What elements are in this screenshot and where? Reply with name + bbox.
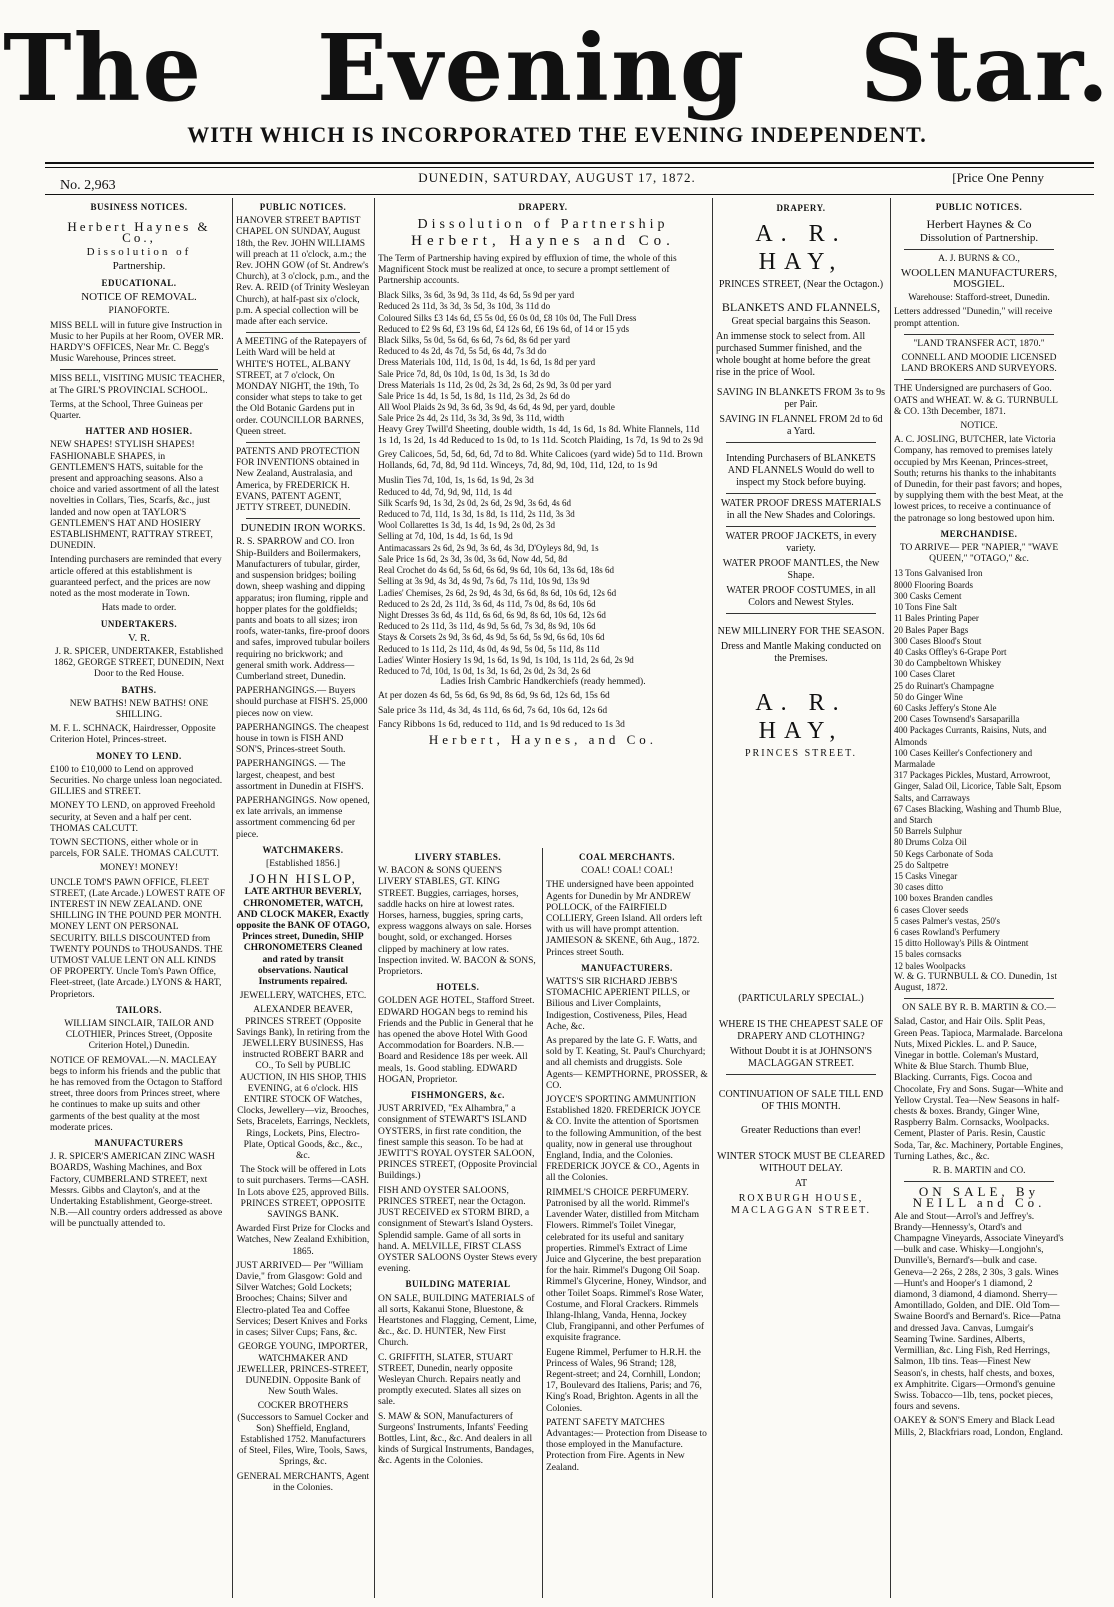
- section-heading: BUSINESS NOTICES.: [90, 202, 188, 212]
- price-row: 13 Tons Galvanised Iron: [894, 568, 983, 579]
- divider: [726, 526, 876, 527]
- ad-text: Ale and Stout—Arrol's and Jeffrey's. Brandy—Hennessy's, Otard's and Champagne Vineyards, Associate Vineyard's—bulk and case. Whisky—Longjohn's, Dunville's, Bernard's—bulk and case. Geneva—2 26s, 2 28s, 2 30s, 3 gals. Wines—Hunt's and Hooper's 1 diamond, 2 diamond, 3 diamond, 4 diamond. Sherry—Amontillado, Golden, and DIE. Old Tom—Swaine Boord's and Bernard's. Rice—Patna and dressed Java. Canvas, Lumgair's Seaming Twine. Sardines, Alberts, Vermillian, &c. Ling Fish, Red Herrings, Salmon, 1lb tins. Teas—Finest New Season's, in chests, half chests, and boxes, ex Amphitrite. Cigars—Ormond's genuine Swiss. Tobacco—1lb, tens, pocket pieces, fours and sevens.: [894, 1211, 1064, 1413]
- price-row: Sale Price 7d, 8d, 0s 10d, 1s 0d, 1s 3d, 1s 3d do: [378, 368, 550, 379]
- partnership-text: Partnership.: [112, 259, 166, 272]
- column-rule: [374, 198, 375, 1598]
- section-heading: MANUFACTURERS: [94, 1138, 184, 1149]
- ad-text: PATENTS AND PROTECTION FOR INVENTIONS obtained in New Zealand, Australasia, and America, by FREDERICK H. EVANS, PATENT AGENT, JETTY STREET, DUNEDIN.: [236, 447, 360, 514]
- ad-text: Ladies Irish Cambric Handkerchiefs (ready hemmed).: [440, 677, 646, 688]
- column-public-notices-merchandise: [894, 198, 1064, 1598]
- ad-text: OAKEY & SON'S Emery and Black Lead Mills, 2, Blackfriars road, London, England.: [894, 1416, 1063, 1438]
- ad-text: Eugene Rimmel, Perfumer to H.R.H. the Princess of Wales, 96 Strand; 128, Regent-street; and 24, Cornhill, London; 17, Boulevard des Italiens, Paris; and 76, King's Road, Brighton. Agents in all the Colonies.: [546, 1347, 702, 1414]
- ad-text: GEORGE YOUNG, IMPORTER, WATCHMAKER AND JEWELLER, PRINCES-STREET, DUNEDIN. Opposite Bank of New South Wales.: [237, 1342, 369, 1398]
- ad-text: TOWN SECTIONS, either whole or in parcels, FOR SALE. THOMAS CALCUTT.: [50, 837, 219, 860]
- divider: [246, 442, 360, 443]
- ad-text: RIMMEL'S CHOICE PERFUMERY. Patronised by all the world. Rimmel's Lavender Water, distilled from Mitcham Flowers. Rimmel's Toilet Vinegar, celebrated for its useful and sanitary properties. Rimmel's Extract of Lime Juice and Glycerine, the best preparation for the hair. Rimmel's Dugong Oil Soap. Rimmel's Glycerine, Honey, Windsor, and other Toilet Soaps. Rimmel's Rose Water, Costume, and Floral Crackers. Rimmels Ihlang-Ihlang, Vanda, Henna, Jockey Club, Frangipanni, and other Perfumes of exquisite fragrance.: [546, 1187, 707, 1344]
- ad-text: Heavy Grey Twill'd Sheeting, double width, 1s 4d, 1s 6d, 1s 8d. White Flannels, 11d 1s 1d, 1s 2d, 1s 4d Reduced to 1s 0d, to 1s 11d. Scotch Plaiding, 1s 7d, 1s 9d to 2s 9d: [378, 424, 704, 446]
- section-heading: MONEY TO LEND.: [96, 750, 182, 761]
- ad-text: JUST ARRIVED— Per "William Davie," from Glasgow: Gold and Silver Watches; Gold Lockets; Brooches; Chains; Silver and Electro-plated Tea and Coffee Services; Desert Knives and Forks in cases; Silver Cups; Fans, &c.: [236, 1260, 368, 1339]
- price-row: Reduced 2s 11d, 3s 3d, 3s 5d, 3s 10d, 3s 11d do: [378, 301, 551, 312]
- ad-text: PAPERHANGINGS. Now opened, ex late arrivals, an immense assortment commencing 6d per piece.: [236, 795, 370, 840]
- ad-text: GENERAL MERCHANTS, Agent in the Colonies.: [236, 1471, 370, 1493]
- ad-text: R. S. SPARROW and CO. Iron Ship-Builders and Boilermakers, Manufacturers of tubular, girder, and suspension bridges; boiling down, sheep washing and dipping apparatus; iron fluming, ripple and hopper plates for the goldfields; pants and boats to all sizes; iron roofs, water-tanks, fire-proof doors and safes, improved tubular boilers requiring no brickwork; and general smith work. Address—Cumberland street, Dunedin.: [236, 537, 370, 682]
- ad-text: Letters addressed "Dunedin," will receive prompt attention.: [894, 307, 1053, 329]
- ad-text: HANOVER STREET BAPTIST CHAPEL ON SUNDAY, August 18th, the Rev. JOHN WILLIAMS will preach at 11 o'clock, a.m.; the Rev. JOHN GOW (of St. Andrew's Church), at 3 o'clock, p.m., and the Rev. A. REID (of Trinity Wesleyan Church), at half-past six o'clock, p.m. A special collection will be made after each service.: [236, 216, 370, 328]
- price-row: Reduced to 2s 11d, 3s 11d, 4s 9d, 5s 6d, 7s 3d, 8s 9d, 10s 6d: [378, 621, 596, 632]
- price-row: 6 cases Rowland's Perfumery: [894, 926, 1000, 937]
- ad-text: £100 to £10,000 to Lend on approved Securities. No charge unless loan negociated. GILLIES and STREET.: [50, 764, 223, 798]
- price-row: Sale Price 2s 4d, 2s 11d, 3s 3d, 3s 9d, 3s 11d, width: [378, 413, 565, 424]
- price-row: 5 cases Palmer's vestas, 250's: [894, 915, 1000, 926]
- ad-text: JUST ARRIVED, "Ex Alhambra," a consignment of STEWART'S ISLAND OYSTERS, in first rate condition, the finest sample this season. To be had at JEWITT'S ROYAL OYSTER SALOON, PRINCES STREET, (Opposite Provincial Buildings.): [378, 1104, 538, 1182]
- ad-text: ROXBURGH HOUSE, MACLAGGAN STREET.: [731, 1193, 871, 1216]
- price-row: Coloured Silks £3 14s 6d, £5 5s 0d, £6 0s 0d, £8 10s 0d, The Full Dress: [378, 312, 637, 323]
- section-heading: HATTER AND HOSIER.: [85, 426, 193, 437]
- ad-text: C. GRIFFITH, SLATER, STUART STREET, Dunedin, nearly opposite Wesleyan Church. Repairs neatly and promptly executed. Slates all sizes on sale.: [378, 1352, 521, 1408]
- column-drapery-sale: [378, 198, 708, 843]
- price-row: Ladies' Chemises, 2s 6d, 2s 9d, 4s 3d, 6s 6d, 8s 6d, 10s 6d, 12s 6d: [378, 587, 617, 598]
- ad-heading: JOHN HISLOP,: [249, 871, 357, 887]
- price-row: 25 do Ruinart's Champagne: [894, 680, 994, 691]
- ad-text: The Term of Partnership having expired by effluxion of time, the whole of this Magnificent Stock must be realized at once, to secure a prompt settlement of Partnership accounts.: [378, 253, 677, 287]
- ad-text: NEW MILLINERY FOR THE SEASON.: [717, 626, 885, 637]
- price-row: Black Silks, 3s 6d, 3s 9d, 3s 11d, 4s 6d, 5s 9d per yard: [378, 290, 575, 301]
- divider: [246, 518, 360, 519]
- price-row: 15 bales cornsacks: [894, 949, 962, 960]
- price-row: 80 Drums Colza Oil: [894, 837, 967, 848]
- ad-text: JOYCE'S SPORTING AMMUNITION Established 1820. FREDERICK JOYCE & CO. Invite the attention of Sportsmen to the following Ammunition, of the best quality, now in general use throughout England, India, and the Colonies. FREDERICK JOYCE & CO., Agents in all the Colonies.: [546, 1095, 702, 1184]
- price-row: Dress Materials 10d, 11d, 1s 0d, 1s 4d, 1s 6d, 1s 8d per yard: [378, 357, 596, 368]
- section-heading: WATCHMAKERS.: [262, 844, 344, 855]
- column-coal-manufacturers: [546, 848, 708, 1598]
- ad-text: A MEETING of the Ratepayers of Leith Ward will be held at WHITE'S HOTEL, ALBANY STREET, at 7 o'clock, On MONDAY NIGHT, the 19th, To consider what steps to take to get the Old Botanic Gardens put in order. COUNCILLOR BARNES, Queen street.: [236, 337, 367, 437]
- divider: [726, 493, 876, 494]
- ad-text: UNCLE TOM'S PAWN OFFICE, FLEET STREET, (Late Arcade.) LOWEST RATE OF INTEREST IN NEW ZEALAND. ONE SHILLING IN THE POUND PER MONTH. MONEY LENT ON PERSONAL SECURITY. BILLS DISCOUNTED from TWENTY POUNDS to THOUSANDS. THE UTMOST VALUE LENT ON ALL KINDS OF PROPERTY. Uncle Tom's Pawn Office, Fleet-street, (late Arcade.) LYONS & HART, Proprietors.: [50, 877, 226, 1000]
- price-list: [378, 475, 708, 677]
- section-heading: PUBLIC NOTICES.: [935, 202, 1023, 212]
- ad-heading: BLANKETS AND FLANNELS,: [721, 300, 881, 314]
- ad-text: LATE ARTHUR BEVERLY, CHRONOMETER, WATCH, AND CLOCK MAKER, Exactly opposite the BANK OF OTAGO, Princes street, Dunedin, SHIP CHRONOMETERS Cleaned and rated by transit observations. Nautical Instruments repaired.: [236, 887, 370, 987]
- price-row: Muslin Ties 7d, 10d, 1s, 1s 6d, 1s 9d, 2s 3d: [378, 475, 534, 486]
- ad-text: Awarded First Prize for Clocks and Watches, New Zealand Exhibition, 1865.: [236, 1224, 370, 1257]
- ad-text: MISS BELL, VISITING MUSIC TEACHER, at The GIRL'S PROVINCIAL SCHOOL.: [50, 374, 225, 396]
- ad-text: ON SALE, BUILDING MATERIALS of all sorts, Kakanui Stone, Bluestone, & Heartstones and Flagging, Cement, Lime, &c., &c. D. HUNTER, New First Church.: [378, 1293, 537, 1349]
- price-row: 15 ditto Holloway's Pills & Ointment: [894, 938, 1029, 949]
- ad-text: NOTICE OF REMOVAL.—N. MACLEAY begs to inform his friends and the public that he has removed from the Octagon to Stafford street, three doors from Princes street, where he continues to make up suits and other garments of the best quality at the most moderate prices.: [50, 1055, 223, 1133]
- ad-text: As prepared by the late G. F. Watts, and sold by T. Keating, St. Paul's Churchyard; and all chemists and druggists. Sole Agents— KEMPTHORNE, PROSSER, & CO.: [546, 1036, 708, 1091]
- column-rule: [542, 848, 543, 1598]
- ad-heading: COAL! COAL! COAL!: [581, 866, 673, 877]
- ad-heading: WHERE IS THE CHEAPEST SALE OF DRAPERY AND CLOTHING?: [718, 1019, 884, 1042]
- column-public-notices: [236, 198, 370, 1598]
- price-row: Wool Collarettes 1s 3d, 1s 4d, 1s 9d, 2s 0d, 2s 3d: [378, 520, 556, 531]
- newspaper-subtitle: WITH WHICH IS INCORPORATED THE EVENING INDEPENDENT.: [187, 122, 927, 147]
- price-row: 40 Casks Offley's 6-Grape Port: [894, 646, 1007, 657]
- ad-text: PATENT SAFETY MATCHES Advantages:— Protection from Disease to those employed in the Manufacture. Protection from Fire. Agents in New Zealand.: [546, 1417, 707, 1473]
- merchandise-list: [894, 568, 1064, 971]
- ad-text: R. B. MARTIN and CO.: [932, 1166, 1026, 1177]
- firm-name: Herbert Haynes & Co: [926, 217, 1032, 232]
- section-heading: LIVERY STABLES.: [414, 852, 502, 862]
- ad-heading: WINTER STOCK MUST BE CLEARED WITHOUT DELAY.: [717, 1151, 885, 1174]
- ad-text: MONEY TO LEND, on approved Freehold security, at Seven and a half per cent. THOMAS CALCUTT.: [50, 801, 215, 834]
- price-row: Real Crochet do 4s 6d, 5s 6d, 6s 6d, 9s 6d, 10s 6d, 13s 6d, 18s 6d: [378, 565, 614, 576]
- price-row: 10 Tons Fine Salt: [894, 602, 957, 613]
- section-heading: EDUCATIONAL.: [101, 278, 177, 289]
- price-row: Dress Materials 1s 11d, 2s 0d, 2s 3d, 2s 6d, 2s 9d, 3s 0d per yard: [378, 379, 612, 390]
- ad-heading: ON SALE, By NEILL and Co.: [912, 1184, 1046, 1211]
- price-row: 60 Casks Jeffery's Stone Ale: [894, 702, 997, 713]
- ad-text: Greater Reductions than ever!: [740, 1125, 862, 1136]
- price-row: Silk Scarfs 9d, 1s 3d, 2s 0d, 2s 6d, 2s 9d, 3s 6d, 4s 6d: [378, 497, 572, 508]
- price-row: Sale Price 1s 6d, 2s 3d, 3s 0d, 3s 6d, Now 4d, 5d, 8d: [378, 553, 568, 564]
- section-heading: MANUFACTURERS.: [581, 962, 673, 973]
- price-row: 200 Cases Townsend's Sarsaparilla: [894, 714, 1020, 725]
- price-row: 50 do Ginger Wine: [894, 691, 963, 702]
- ad-text: M. F. L. SCHNACK, Hairdresser, Opposite Criterion Hotel, Princes-street.: [50, 724, 216, 746]
- ad-text: PRINCES STREET.: [744, 748, 858, 759]
- column-drapery-hay: [716, 198, 886, 1598]
- ad-text: Dress and Mantle Making conducted on the Premises.: [720, 641, 882, 664]
- price-row: Reduced to 4d, 7d, 9d, 9d, 11d, 1s 4d: [378, 486, 512, 497]
- ad-text: WATER PROOF MANTLES, the New Shape.: [722, 558, 880, 581]
- firm-name: Herbert, Haynes and Co.: [411, 233, 675, 250]
- divider: [904, 379, 1054, 380]
- section-heading: HOTELS.: [436, 982, 480, 993]
- ad-text: PAPERHANGINGS. — The largest, cheapest, and best assortment in Dunedin at FISH'S.: [236, 759, 364, 792]
- ad-text: WATER PROOF JACKETS, in every variety.: [725, 531, 877, 554]
- column-business-notices: [50, 198, 228, 1598]
- price-row: Antimacassars 2s 6d, 2s 9d, 3s 6d, 4s 3d, D'Oyleys 8d, 9d, 1s: [378, 542, 599, 553]
- ad-text: An immense stock to select from. All purchased Summer finished, and the whole bought at home before the great rise in the price of Wool.: [716, 331, 871, 378]
- ad-text: WILLIAM SINCLAIR, TAILOR AND CLOTHIER, Princes Street, (Opposite Criterion Hotel,) Dunedin.: [64, 1019, 214, 1052]
- price-row: Reduced to 1s 11d, 2s 11d, 4s 0d, 4s 9d, 5s 0d, 5s 11d, 8s 11d: [378, 643, 600, 654]
- column-rule: [890, 198, 891, 1598]
- divider: [60, 369, 218, 370]
- ad-text: J. R. SPICER, UNDERTAKER, Established 1862, GEORGE STREET, DUNEDIN, Next Door to the Red House.: [53, 646, 224, 680]
- price-row: 30 cases ditto: [894, 882, 943, 893]
- ad-heading: ON SALE BY R. B. MARTIN & CO.—: [902, 1003, 1056, 1014]
- ad-text: The Stock will be offered in Lots to suit purchasers. Terms—CASH. In Lots above £25, approved Bills. PRINCES STREET, OPPOSITE SAVINGS BANK.: [237, 1165, 369, 1221]
- price-row: 300 Cases Blood's Stout: [894, 635, 982, 646]
- ad-text: WATTS'S SIR RICHARD JEBB'S STOMACHIC APERIENT PILLS, or Bilious and Liver Complaints, Indigestion, Costiveness, Piles, Head Ache, &c.: [546, 977, 690, 1032]
- ad-heading: NOTICE OF REMOVAL.: [81, 291, 197, 304]
- column-livery-hotels: [378, 848, 538, 1598]
- ad-text: Intending purchasers are reminded that every article offered at this establishment is guaranteed perfect, and the prices are now noted as the most moderate in Town.: [50, 555, 222, 600]
- price-row: Selling at 3s 9d, 4s 3d, 4s 9d, 7s 6d, 7s 11d, 10s 9d, 13s 9d: [378, 576, 590, 587]
- price-row: Reduced to 2s 2d, 2s 11d, 3s 6d, 4s 11d, 7s 0d, 8s 6d, 10s 6d: [378, 598, 596, 609]
- price-row: 317 Packages Pickles, Mustard, Arrowroot, Ginger, Salad Oil, Licorice, Table Salt, Epsom Salts, and Carraways: [894, 770, 1062, 803]
- ad-subheading: PIANOFORTE.: [108, 306, 170, 317]
- column-rule: [232, 198, 233, 1598]
- ad-text: THE undersigned have been appointed Agents for Dunedin by Mr ANDREW POLLOCK, of the FAIRFIELD COLLIERY, Green Island. All orders left with us will have prompt attention. JAMIESON & SKENE, 6th Aug., 1872. Princes street South.: [546, 880, 703, 958]
- divider: [904, 1181, 1054, 1182]
- price-row: Ladies' Winter Hosiery 1s 9d, 1s 6d, 1s 9d, 1s 10d, 1s 11d, 2s 6d, 2s 9d: [378, 654, 634, 665]
- section-heading: FISHMONGERS, &c.: [411, 1090, 505, 1101]
- ad-text: Intending Purchasers of BLANKETS AND FLANNELS Would do well to inspect my Stock before buying.: [726, 453, 876, 488]
- ad-text: S. MAW & SON, Manufacturers of Surgeons' Instruments, Infants' Feeding Bottles, Lint, &c., &c. And dealers in all kinds of Surgical Instruments, Bandages, &c. Agents in the Colonies.: [378, 1411, 535, 1467]
- price-row: 20 Bales Paper Bags: [894, 624, 969, 635]
- price-row: 6 cases Clover seeds: [894, 904, 969, 915]
- ad-text: WATER PROOF DRESS MATERIALS in all the New Shades and Colorings.: [720, 498, 882, 521]
- divider: [904, 249, 1054, 250]
- divider: [246, 332, 360, 333]
- ad-heading: MONEY! MONEY!: [99, 863, 179, 874]
- price: [Price One Penny: [952, 170, 1044, 185]
- dissolution-heading: Dissolution of Partnership: [417, 217, 669, 233]
- ad-text: NEW SHAPES! STYLISH SHAPES! FASHIONABLE SHAPES, in GENTLEMEN'S HATS, suitable for the present and approaching seasons. Also a choice and varied assortment of all the latest novelties in Collars, Ties, Scarfs, &c., just landed and now open at TAYLOR'S GENTLEMEN'S HAT AND HOSIERY ESTABLISHMENT, RATTRAY STREET, DUNEDIN.: [50, 440, 220, 552]
- price-row: Reduced to £2 9s 6d, £3 19s 6d, £4 12s 6d, £6 19s 6d, of 14 or 15 yds: [378, 323, 629, 334]
- price-row: 12 bales Woolpacks: [894, 960, 966, 971]
- ad-text: AT: [794, 1178, 808, 1189]
- price-row: 100 Cases Keiller's Confectionery and Marmalade: [894, 747, 1033, 769]
- price-row: 400 Packages Currants, Raisins, Nuts, and Almonds: [894, 725, 1047, 747]
- ad-text: COCKER BROTHERS (Successors to Samuel Cocker and Son) Sheffield, England, Established 1752. Manufacturers of Steel, Files, Wire, Tools, Saws, Springs, &c.: [237, 1401, 369, 1468]
- price-row: Night Dresses 3s 6d, 4s 11d, 6s 6d, 6s 9d, 8s 6d, 10s 6d, 12s 6d: [378, 609, 606, 620]
- price-row: 100 boxes Branden candles: [894, 893, 993, 904]
- ad-heading: NOTICE.: [960, 421, 998, 432]
- masthead-rule-thin: [45, 167, 1094, 168]
- price-row: Selling at 7d, 10d, 1s 4d, 1s 6d, 1s 9d: [378, 531, 513, 542]
- price-row: Sale Price 1s 4d, 1s 5d, 1s 8d, 1s 11d, 2s 3d, 2s 6d do: [378, 391, 570, 402]
- price-row: 300 Casks Cement: [894, 590, 962, 601]
- price-row: 50 Kegs Carbonate of Soda: [894, 848, 993, 859]
- firm-name: Herbert, Haynes, and Co.: [428, 731, 658, 747]
- masthead-rule: [45, 162, 1094, 164]
- ad-text: GOLDEN AGE HOTEL, Stafford Street. EDWARD HOGAN begs to remind his Friends and the Public in General that he has opened the above Hotel With Good Accommodation for Boarders. N.B.—Board and Residence 18s per week. All meals, 1s. Good stabling. EDWARD HOGAN, Proprietor.: [378, 996, 535, 1085]
- ad-text: Without Doubt it is at JOHNSON'S MACLAGGAN STREET.: [729, 1046, 873, 1069]
- ad-text: PRINCES STREET, (Near the Octagon.): [718, 279, 884, 290]
- ad-text: WATER PROOF COSTUMES, in all Colors and Newest Styles.: [726, 585, 876, 608]
- section-heading: MERCHANDISE.: [940, 528, 1018, 539]
- divider: [904, 998, 1054, 999]
- ad-text: A. J. BURNS & CO.,: [938, 253, 1020, 264]
- dateline-rule: [45, 194, 1094, 195]
- section-heading: DRAPERY.: [518, 202, 568, 212]
- price-row: 30 do Campbeltown Whiskey: [894, 658, 1002, 669]
- ad-text: A. C. JOSLING, BUTCHER, late Victoria Company, has removed to premises lately occupied by Mrs Keenan, Princes-street, South; returns his thanks to the inhabitants of Dunedin, for their past favors; and hopes, by supplying them with the best Meat, at the lowest prices, to receive a continuance of the patronage so long bestowed upon him.: [894, 435, 1064, 524]
- ad-text: Hats made to order.: [101, 603, 177, 614]
- ad-text: W. & G. TURNBULL & CO. Dunedin, 1st August, 1872.: [894, 971, 1057, 993]
- ad-heading: CONTINUATION OF SALE TILL END OF THIS MONTH.: [718, 1089, 884, 1112]
- ad-text: Fancy Ribbons 1s 6d, reduced to 11d, and 1s 9d reduced to 1s 3d: [378, 719, 625, 730]
- price-row: 50 Barrels Sulphur: [894, 826, 962, 837]
- price-row: 100 Cases Claret: [894, 669, 955, 680]
- ad-text: PAPERHANGINGS.— Buyers should purchase at FISH'S. 25,000 pieces now on view.: [236, 686, 368, 719]
- section-heading: PUBLIC NOTICES.: [259, 202, 347, 212]
- ad-text: ALEXANDER BEAVER, PRINCES STREET (Opposite Savings Bank), In retiring from the JEWELLERY BUSINESS, Has instructed ROBERT BARR and CO., To Sell by PUBLIC AUCTION, IN HIS SHOP, THIS EVENING, at 6 o'clock. HIS ENTIRE STOCK OF Watches, Clocks, Jewellery—viz, Brooches, Sets, Bracelets, Earrings, Necklets, Rings, Lockets, Pins, Electro-Plate, Optical Goods, &c., &c., &c.: [236, 1005, 370, 1162]
- price-row: 25 do Saltpetre: [894, 859, 949, 870]
- divider: [726, 442, 876, 443]
- ad-heading: DUNEDIN IRON WORKS.: [240, 522, 366, 535]
- ad-text: SAVING IN BLANKETS FROM 3s to 9s per Pair.: [716, 387, 886, 410]
- price-row: Reduced to 7d, 11d, 1s 3d, 1s 8d, 1s 11d, 2s 11d, 3s 3d: [378, 509, 575, 520]
- price-row: All Wool Plaids 2s 9d, 3s 6d, 3s 9d, 4s 6d, 4s 9d, per yard, double: [378, 402, 615, 413]
- price-row: 67 Cases Blacking, Washing and Thumb Blue, and Starch: [894, 803, 1062, 825]
- ad-text: (PARTICULARLY SPECIAL.): [738, 993, 864, 1004]
- section-heading: BUILDING MATERIAL: [405, 1279, 511, 1290]
- ad-text: SAVING IN FLANNEL FROM 2d to 6d a Yard.: [719, 414, 883, 437]
- ad-heading: "LAND TRANSFER ACT, 1870.": [913, 338, 1045, 349]
- ad-text: MISS BELL will in future give Instruction in Music to her Pupils at her Room, OVER MR. HARDY'S OFFICES, Near Mr. C. Begg's Music Warehouse, Princes street.: [50, 320, 224, 365]
- ad-heading: V. R.: [127, 631, 151, 644]
- section-heading: DRAPERY.: [776, 203, 826, 213]
- ad-text: CONNELL AND MOODIE LICENSED LAND BROKERS AND SURVEYORS.: [901, 353, 1057, 375]
- price-row: 15 Casks Vinegar: [894, 870, 958, 881]
- ad-text: PAPERHANGINGS. The cheapest house in town is FISH AND SON'S, Princes-street South.: [236, 722, 369, 756]
- price-row: Reduced to 4s 2d, 4s 7d, 5s 5d, 6s 4d, 7s 3d do: [378, 346, 547, 357]
- ad-text: Grey Calicoes, 5d, 5d, 6d, 6d, 7d to 8d. White Calicoes (yard wide) 5d to 11d. Brown Hollands, 6d, 7d, 8d, 9d 11d. Winceys, 7d, 8d, 9d, 10d, 11d, 12d, to 1s 9d: [378, 450, 703, 472]
- dateline: DUNEDIN, SATURDAY, AUGUST 17, 1872.: [418, 170, 696, 185]
- ad-text: [Established 1856.]: [266, 858, 340, 869]
- dissolution-text: Dissolution of: [86, 245, 192, 258]
- ad-text: FISH AND OYSTER SALOONS, PRINCES STREET, near the Octagon. JUST RECEIVED ex STORM BIRD, a consignment of Stewart's Island Oysters. Splendid sample. Game of all sorts in hand. A. MELVILLE, FIRST CLASS OYSTER SALOONS Oyster Stews every evening.: [378, 1185, 538, 1275]
- spacer: [716, 763, 886, 993]
- price-row: Reduced to 7d, 10d, 1s 0d, 1s 3d, 1s 6d, 2s 0d, 2s 3d, 2s 6d: [378, 665, 591, 676]
- column-rule: [712, 198, 713, 1598]
- section-heading: BATHS.: [121, 684, 157, 695]
- price-row: Sale price 3s 11d, 4s 3d, 4s 11d, 6s 6d, 7s 6d, 10s 6d, 12s 6d: [378, 705, 608, 716]
- ad-text: THE Undersigned are purchasers of Goo. OATS and WHEAT. W. & G. TURNBULL & CO. 13th December, 1871.: [894, 384, 1058, 417]
- ad-heading: A. R. HAY,: [755, 690, 847, 744]
- ad-heading: A. R. HAY,: [755, 221, 847, 275]
- ad-heading: TO ARRIVE— PER "NAPIER," "WAVE QUEEN," "OTAGO," &c.: [899, 543, 1059, 565]
- ad-text: Great special bargains this Season.: [731, 316, 871, 327]
- ad-text: Salad, Castor, and Hair Oils. Split Peas, Green Peas. Tapioca, Marmalade. Barcelona Nuts, Mixed Pickles. L. and P. Sauce, Vinegar in bottle. Coleman's Mustard, White & Blue Starch. Thumb Blue, Blacking. Currants, Figs. Cocoa and Chocolate, Fry and Sons. Sugar—White and Yellow Crystal. Tea—New Seasons in half-chests & boxes. Brandy, Ginger Wine, Raspberry Balm. Cornsacks, Woolpacks. Cement, Plaster of Paris. Resin, Caustic Soda, Tar, &c. Machinery, Portable Engines, Turning Lathes, &c., &c.: [894, 1017, 1064, 1162]
- price-row: 8000 Flooring Boards: [894, 579, 974, 590]
- ad-heading: WOOLLEN MANUFACTURERS, MOSGIEL.: [900, 266, 1058, 291]
- divider: [726, 1074, 876, 1075]
- ad-text: NEW BATHS! NEW BATHS! ONE SHILLING.: [69, 698, 209, 720]
- divider: [726, 613, 876, 614]
- price-row: 11 Bales Printing Paper: [894, 613, 979, 624]
- issue-number: No. 2,963: [60, 178, 116, 193]
- section-heading: COAL MERCHANTS.: [578, 852, 675, 862]
- ad-text: J. R. SPICER'S AMERICAN ZINC WASH BOARDS, Washing Machines, and Box Factory, CUMBERLAND STREET, next Messrs. Gibbs and Clayton's, and at the Undertaking Establishment, George-street. N.B.—All country orders addressed as above will be punctually attended to.: [50, 1152, 223, 1230]
- price-row: Black Silks, 5s 0d, 5s 6d, 6s 6d, 7s 6d, 8s 6d per yard: [378, 335, 570, 346]
- masthead: [0, 0, 1114, 193]
- price-list: [378, 290, 708, 424]
- ad-heading: Dissolution of Partnership.: [919, 232, 1039, 245]
- price-row: At per dozen 4s 6d, 5s 6d, 6s 9d, 8s 6d, 9s 6d, 12s 6d, 15s 6d: [378, 691, 610, 702]
- divider: [904, 334, 1054, 335]
- ad-text: Warehouse: Stafford-street, Dunedin.: [908, 293, 1050, 304]
- section-heading: TAILORS.: [115, 1004, 163, 1015]
- section-heading: UNDERTAKERS.: [100, 618, 178, 629]
- firm-name: Herbert Haynes & Co.,: [67, 219, 211, 246]
- ad-text: Terms, at the School, Three Guineas per Quarter.: [50, 399, 203, 422]
- price-row: Stays & Corsets 2s 9d, 3s 6d, 4s 9d, 5s 6d, 5s 9d, 6s 6d, 10s 6d: [378, 632, 605, 643]
- newspaper-title: The Evening Star.: [3, 14, 1111, 122]
- ad-heading: JEWELLERY, WATCHES, ETC.: [239, 991, 367, 1002]
- ad-text: W. BACON & SONS QUEEN'S LIVERY STABLES, GT. KING STREET. Buggies, carriages, horses, saddle hacks on hire at lowest rates. Horses, harness, buggies, spring carts, express waggons always on sale. Horses bought, sold, or exchanged. Horses clipped by machinery at low rates. Inspection invited. W. BACON & SONS, Proprietors.: [378, 866, 536, 978]
